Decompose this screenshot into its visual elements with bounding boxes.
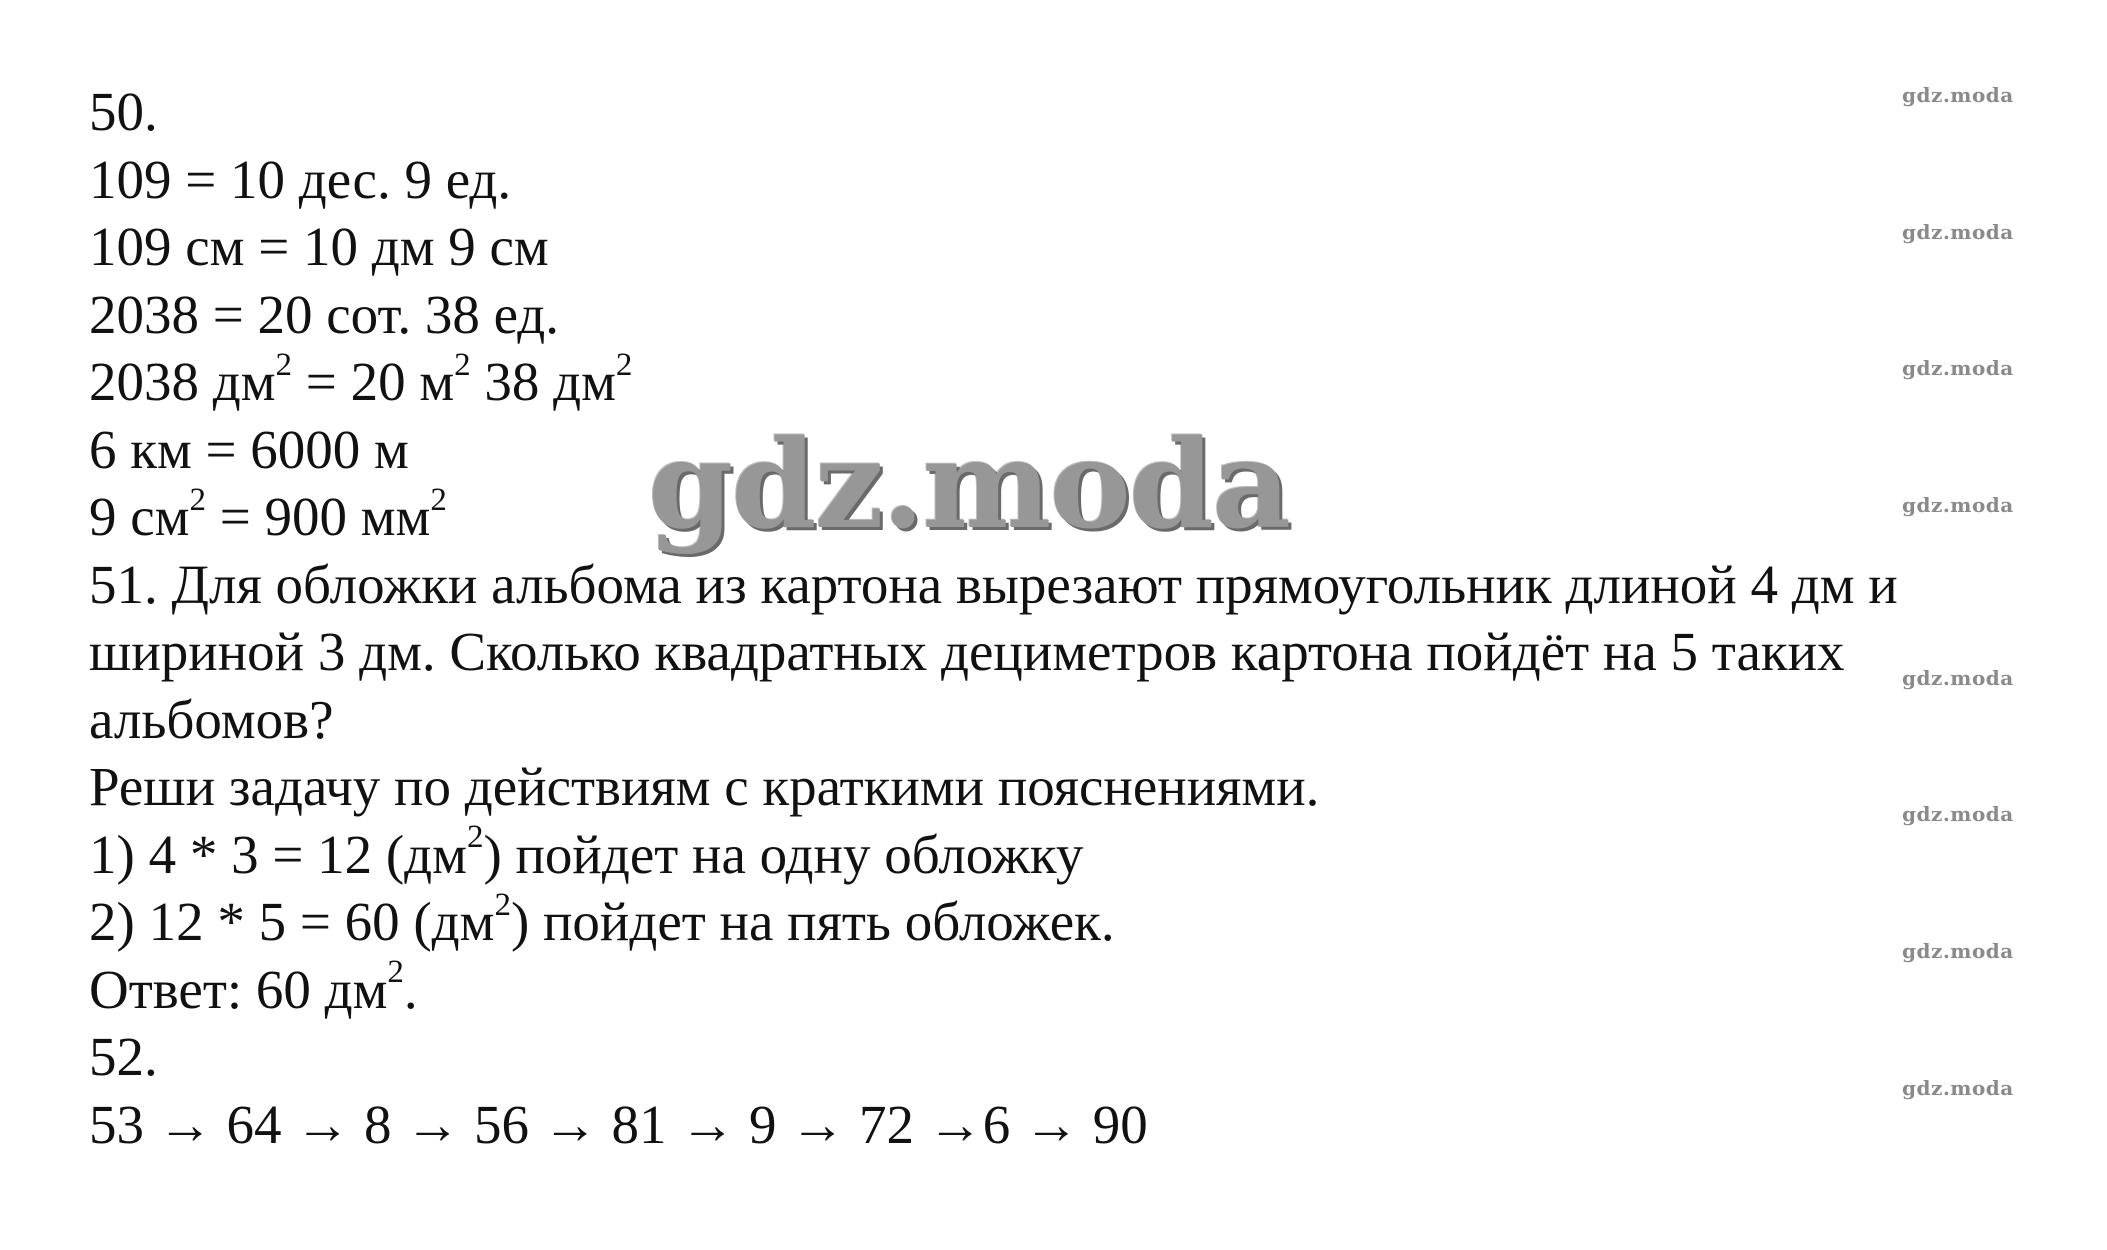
text: 51. Для обложки альбома из картона вырезают прямоугольник длиной 4 дм и	[89, 553, 1898, 615]
text: ) пойдет на одну обложку	[483, 823, 1084, 885]
superscript: 2	[454, 346, 471, 383]
text: 1) 4 * 3 = 12 (дм	[89, 823, 467, 885]
text-line-7	[89, 483, 2049, 551]
text-line-15	[89, 1023, 2049, 1091]
watermark-large: gdz.moda	[648, 412, 1290, 556]
text: 109 = 10 дес. 9 ед.	[89, 148, 512, 210]
text: = 900 мм	[205, 486, 431, 547]
text: 2038 = 20 сот. 38 ед.	[89, 283, 560, 345]
text: Ответ: 60 дм	[89, 958, 388, 1020]
text: 50.	[89, 81, 158, 142]
text-line-5	[89, 348, 2049, 416]
superscript: 2	[189, 481, 206, 518]
text: 9 см	[89, 486, 190, 547]
text-line-6	[89, 416, 2049, 484]
text-line-1	[89, 78, 2049, 146]
watermark-small: gdz.moda	[1902, 802, 2014, 826]
superscript: 2	[430, 481, 447, 518]
text-line-4	[89, 281, 2049, 349]
text-line-16	[89, 1091, 2049, 1159]
watermark-small: gdz.moda	[1902, 666, 2014, 690]
superscript: 2	[494, 886, 511, 923]
watermark-small: gdz.moda	[1902, 493, 2014, 517]
text: 2038 дм	[89, 351, 276, 412]
superscript: 2	[615, 346, 633, 383]
text-line-9	[89, 618, 2049, 686]
text: 38 дм	[470, 351, 616, 412]
text: 52.	[89, 1026, 158, 1087]
watermark-small: gdz.moda	[1902, 220, 2014, 244]
text-line-10	[89, 686, 2049, 754]
text: 2) 12 * 5 = 60 (дм	[89, 891, 495, 952]
superscript: 2	[275, 346, 293, 383]
text-line-12	[89, 821, 2049, 889]
watermark-small: gdz.moda	[1902, 939, 2014, 963]
text: .	[403, 958, 418, 1020]
text-line-2	[89, 146, 2049, 214]
text-line-13	[89, 888, 2049, 956]
text: Реши задачу по действиям с краткими пояснениями.	[89, 756, 1320, 817]
text: шириной 3 дм. Сколько квадратных дециметров картона пойдёт на 5 таких	[89, 621, 1845, 682]
text: 6 км = 6000 м	[89, 418, 409, 480]
text-line-11	[89, 753, 2049, 821]
text: 53 → 64 → 8 → 56 → 81 → 9 → 72 →6 → 90	[89, 1093, 1148, 1155]
text-line-3	[89, 213, 2049, 281]
superscript: 2	[387, 954, 404, 991]
text: ) пойдет на пять обложек.	[510, 891, 1115, 952]
watermark-small: gdz.moda	[1902, 83, 2014, 107]
text: = 20 м	[292, 351, 455, 412]
text: 109 см = 10 дм 9 см	[89, 216, 549, 277]
watermark-small: gdz.moda	[1902, 1076, 2014, 1100]
text-line-8	[89, 551, 2049, 619]
watermark-small: gdz.moda	[1902, 356, 2014, 380]
document-body	[89, 78, 2049, 1158]
text: альбомов?	[89, 688, 334, 750]
text-line-14	[89, 956, 2049, 1024]
superscript: 2	[466, 819, 484, 856]
